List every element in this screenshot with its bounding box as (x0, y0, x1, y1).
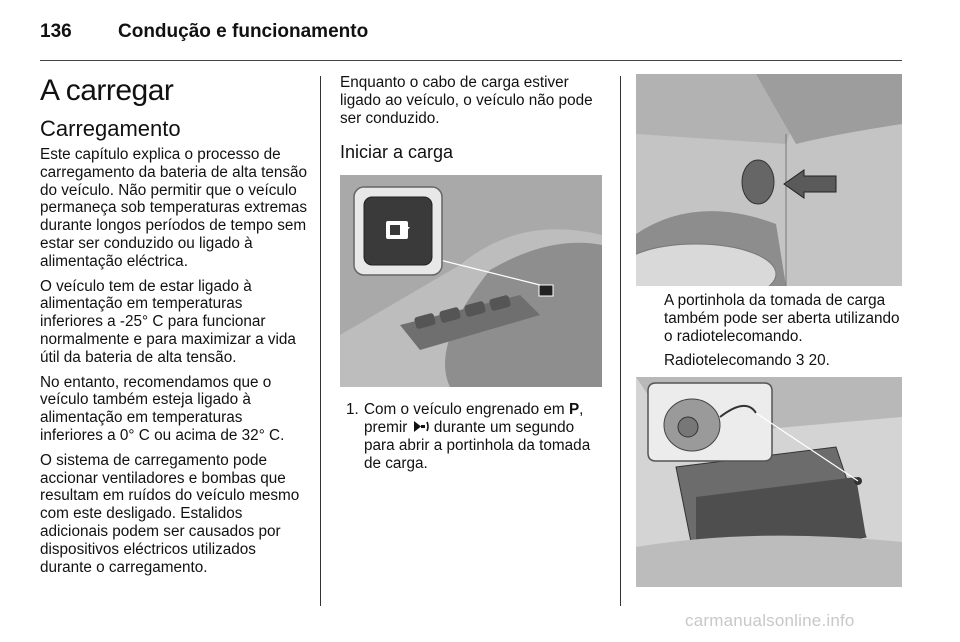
heading-start-charge: Iniciar a carga (340, 142, 454, 163)
reference-text: Radiotelecomando (664, 352, 792, 370)
column-divider (620, 76, 621, 606)
chapter-title: Condução e funcionamento (118, 21, 369, 42)
trunk-illustration (636, 377, 902, 587)
gear-letter: P (568, 401, 580, 419)
charge-port-door-illustration (636, 74, 902, 286)
step-number: 1. (346, 401, 359, 419)
page-number: 136 (40, 21, 72, 42)
section-title: A carregar (40, 74, 174, 107)
step-text-b: , (579, 401, 584, 419)
paragraph: O veículo tem de estar ligado à alimentação em temperaturas inferiores a -25° C para funcionar normalmente e para maximizar a vida útil da bateria de alta tensão. (40, 277, 296, 366)
paragraph: Este capítulo explica o processo de carregamento da bateria de alta tensão do veículo. Não permitir que o veículo permaneça sob temperaturas extremas durante longos períodos de tempo sem estar ser conduzido ou ligado à alimentação eléctrica. (40, 146, 308, 270)
step-text (364, 401, 602, 472)
reference-line (664, 352, 902, 370)
subsection-title: Carregamento (40, 116, 181, 141)
watermark: carmanualsonline.info (685, 611, 855, 630)
column-middle (340, 74, 602, 473)
header-rule (40, 60, 902, 61)
column-left (40, 74, 308, 583)
column-divider (320, 76, 321, 606)
caption: A portinhola da tomada de carga também pode ser aberta utilizando o radiotelecomando. (664, 292, 900, 345)
charge-door-icon (412, 420, 430, 433)
step-text-d: durante um segundo para abrir a portinhola da tomada de carga. (364, 419, 591, 472)
step-1 (346, 401, 602, 472)
page-header (0, 0, 960, 60)
step-text-a: Com o veículo engrenado em (364, 401, 565, 419)
step-text-c: premir (364, 419, 408, 437)
door-button-illustration (340, 175, 602, 387)
paragraph: O sistema de carregamento pode accionar ventiladores e bombas que resultam em ruídos do veículo mesmo com este desligado. Estalidos adicionais podem ser causados por dispositivos eléctricos utilizados durante o carregamento. (40, 451, 300, 576)
reference-arrow-icon: 3 (795, 352, 805, 370)
intro-paragraph: Enquanto o cabo de carga estiver ligado ao veículo, o veículo não pode ser conduzido. (340, 74, 593, 127)
column-right (636, 74, 902, 587)
paragraph: No entanto, recomendamos que o veículo também esteja ligado à alimentação em temperaturas inferiores a 0° C ou acima de 32° C. (40, 373, 285, 444)
reference-page: 20. (808, 352, 830, 370)
